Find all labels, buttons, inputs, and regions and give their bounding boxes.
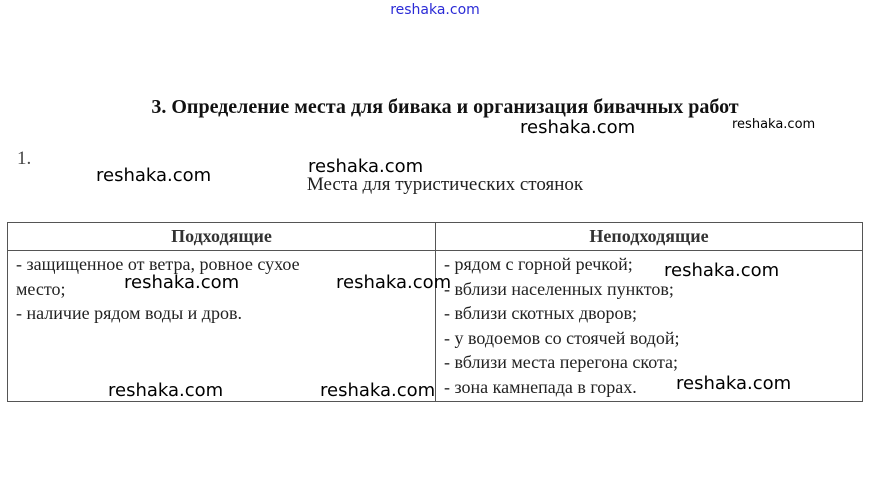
- site-url: reshaka.com: [390, 2, 480, 18]
- watermark: reshaka.com: [664, 260, 780, 281]
- watermark: reshaka.com: [676, 373, 792, 394]
- header-suitable: Подходящие: [8, 223, 436, 251]
- watermark: reshaka.com: [336, 272, 452, 293]
- watermark: reshaka.com: [124, 272, 240, 293]
- table-caption: Места для туристических стоянок: [306, 174, 584, 195]
- header-unsuitable: Неподходящие: [436, 223, 863, 251]
- list-item: - защищенное от ветра, ровное сухое: [16, 254, 300, 274]
- list-item: - вблизи скотных дворов;: [444, 303, 638, 323]
- watermark: reshaka.com: [108, 380, 224, 401]
- list-item: - вблизи места перегона скота;: [444, 352, 679, 372]
- section-heading: 3. Определение места для бивака и организация бивачных работ: [151, 96, 739, 118]
- watermark: reshaka.com: [96, 165, 212, 186]
- list-item: - рядом с горной речкой;: [444, 254, 633, 274]
- list-item: - наличие рядом воды и дров.: [16, 303, 242, 323]
- list-item: место;: [16, 278, 66, 299]
- watermark: reshaka.com: [520, 117, 636, 138]
- item-number: 1.: [17, 148, 32, 169]
- table-header-row: [8, 223, 863, 251]
- list-item: - у водоемов со стоячей водой;: [444, 327, 680, 348]
- watermark: reshaka.com: [320, 380, 436, 401]
- watermark: reshaka.com: [308, 156, 424, 177]
- list-item: - вблизи населенных пунктов;: [444, 278, 674, 299]
- unsuitable-cell: [436, 251, 863, 402]
- watermark: reshaka.com: [732, 117, 816, 132]
- list-item: - зона камнепада в горах.: [444, 376, 637, 397]
